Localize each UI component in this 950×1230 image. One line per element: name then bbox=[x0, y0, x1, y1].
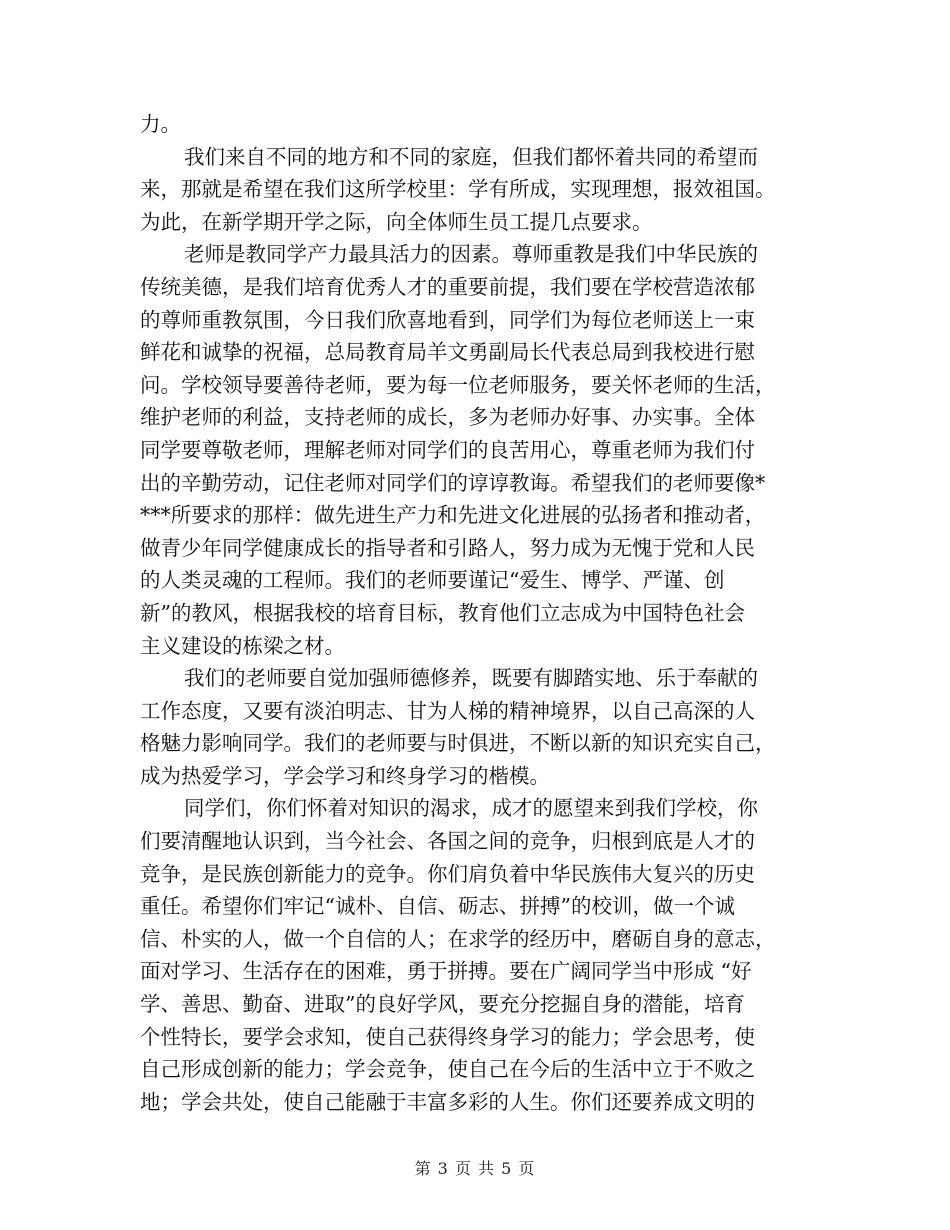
paragraph-first-line: 我们的老师要自觉加强师德修养，既要有脚踏实地、乐于奉献的 bbox=[184, 666, 758, 691]
text-line: 传统美德，是我们培育优秀人才的重要前提，我们要在学校营造浓郁 bbox=[140, 274, 755, 299]
text-line: 竞争，是民族创新能力的竞争。你们肩负着中华民族伟大复兴的历史 bbox=[140, 861, 755, 886]
paragraph-first-line: 同学们，你们怀着对知识的渴求，成才的愿望来到我们学校，你 bbox=[184, 796, 758, 821]
text-line: 出的辛勤劳动，记住老师对同学们的谆谆教诲。希望我们的老师要像* bbox=[140, 470, 766, 495]
text-line: 新”的教风，根据我校的培育目标，教育他们立志成为中国特色社会 bbox=[140, 600, 745, 625]
text-line: 重任。希望你们牢记“诚朴、自信、砺志、拼搏”的校训，做一个诚 bbox=[140, 894, 735, 919]
text-line: 自己形成创新的能力；学会竞争，使自己在今后的生活中立于不败之 bbox=[140, 1057, 755, 1082]
text-line: 问。学校领导要善待老师，要为每一位老师服务，要关怀老师的生活， bbox=[140, 372, 776, 397]
text-line: 维护老师的利益，支持老师的成长，多为老师办好事、办实事。全体 bbox=[140, 405, 755, 430]
text-line: 面对学习、生活存在的困难，勇于拼搏。要在广阔同学当中形成 “好 bbox=[140, 959, 752, 984]
text-line: 地；学会共处，使自己能融于丰富多彩的人生。你们还要养成文明的 bbox=[140, 1089, 755, 1114]
document-body bbox=[140, 108, 810, 1118]
text-line: 格魅力影响同学。我们的老师要与时俱进，不断以新的知识充实自己， bbox=[140, 731, 776, 756]
text-line: 工作态度，又要有淡泊明志、甘为人梯的精神境界，以自己高深的人 bbox=[140, 698, 755, 723]
text-line: 个性特长，要学会求知，使自己获得终身学习的能力；学会思考，使 bbox=[140, 1024, 755, 1049]
text-line: 同学要尊敬老师，理解老师对同学们的良苦用心，尊重老师为我们付 bbox=[140, 437, 755, 462]
text-line: 力。 bbox=[140, 112, 181, 136]
text-line: 信、朴实的人，做一个自信的人；在求学的经历中，磨砺自身的意志， bbox=[140, 926, 776, 951]
text-line: 来，那就是希望在我们这所学校里：学有所成，实现理想，报效祖国。 bbox=[140, 177, 776, 202]
text-line: 为此，在新学期开学之际，向全体师生员工提几点要求。 bbox=[140, 209, 653, 234]
text-line: 做青少年同学健康成长的指导者和引路人，努力成为无愧于党和人民 bbox=[140, 535, 755, 560]
text-line: 的尊师重教氛围，今日我们欣喜地看到，同学们为每位老师送上一束 bbox=[140, 307, 755, 332]
text-line: 鲜花和诚挚的祝福，总局教育局羊文勇副局长代表总局到我校进行慰 bbox=[140, 340, 755, 365]
text-line: 们要清醒地认识到，当今社会、各国之间的竞争，归根到底是人才的 bbox=[140, 829, 755, 854]
text-line: ***所要求的那样：做先进生产力和先进文化进展的弘扬者和推动者， bbox=[140, 503, 766, 528]
text-line: 成为热爱学习，学会学习和终身学习的楷模。 bbox=[140, 763, 550, 788]
page-footer: 第 3 页 共 5 页 bbox=[414, 1159, 536, 1178]
paragraph-first-line: 老师是教同学产力最具活力的因素。尊师重教是我们中华民族的 bbox=[184, 242, 758, 267]
text-line: 学、善思、勤奋、进取”的良好学风，要充分挖掘自身的潜能，培育 bbox=[140, 992, 745, 1017]
paragraph-first-line: 我们来自不同的地方和不同的家庭，但我们都怀着共同的希望而 bbox=[184, 144, 758, 169]
text-line: 主义建设的栋梁之材。 bbox=[140, 633, 345, 658]
text-line: 的人类灵魂的工程师。我们的老师要谨记“爱生、博学、严谨、创 bbox=[140, 568, 725, 593]
